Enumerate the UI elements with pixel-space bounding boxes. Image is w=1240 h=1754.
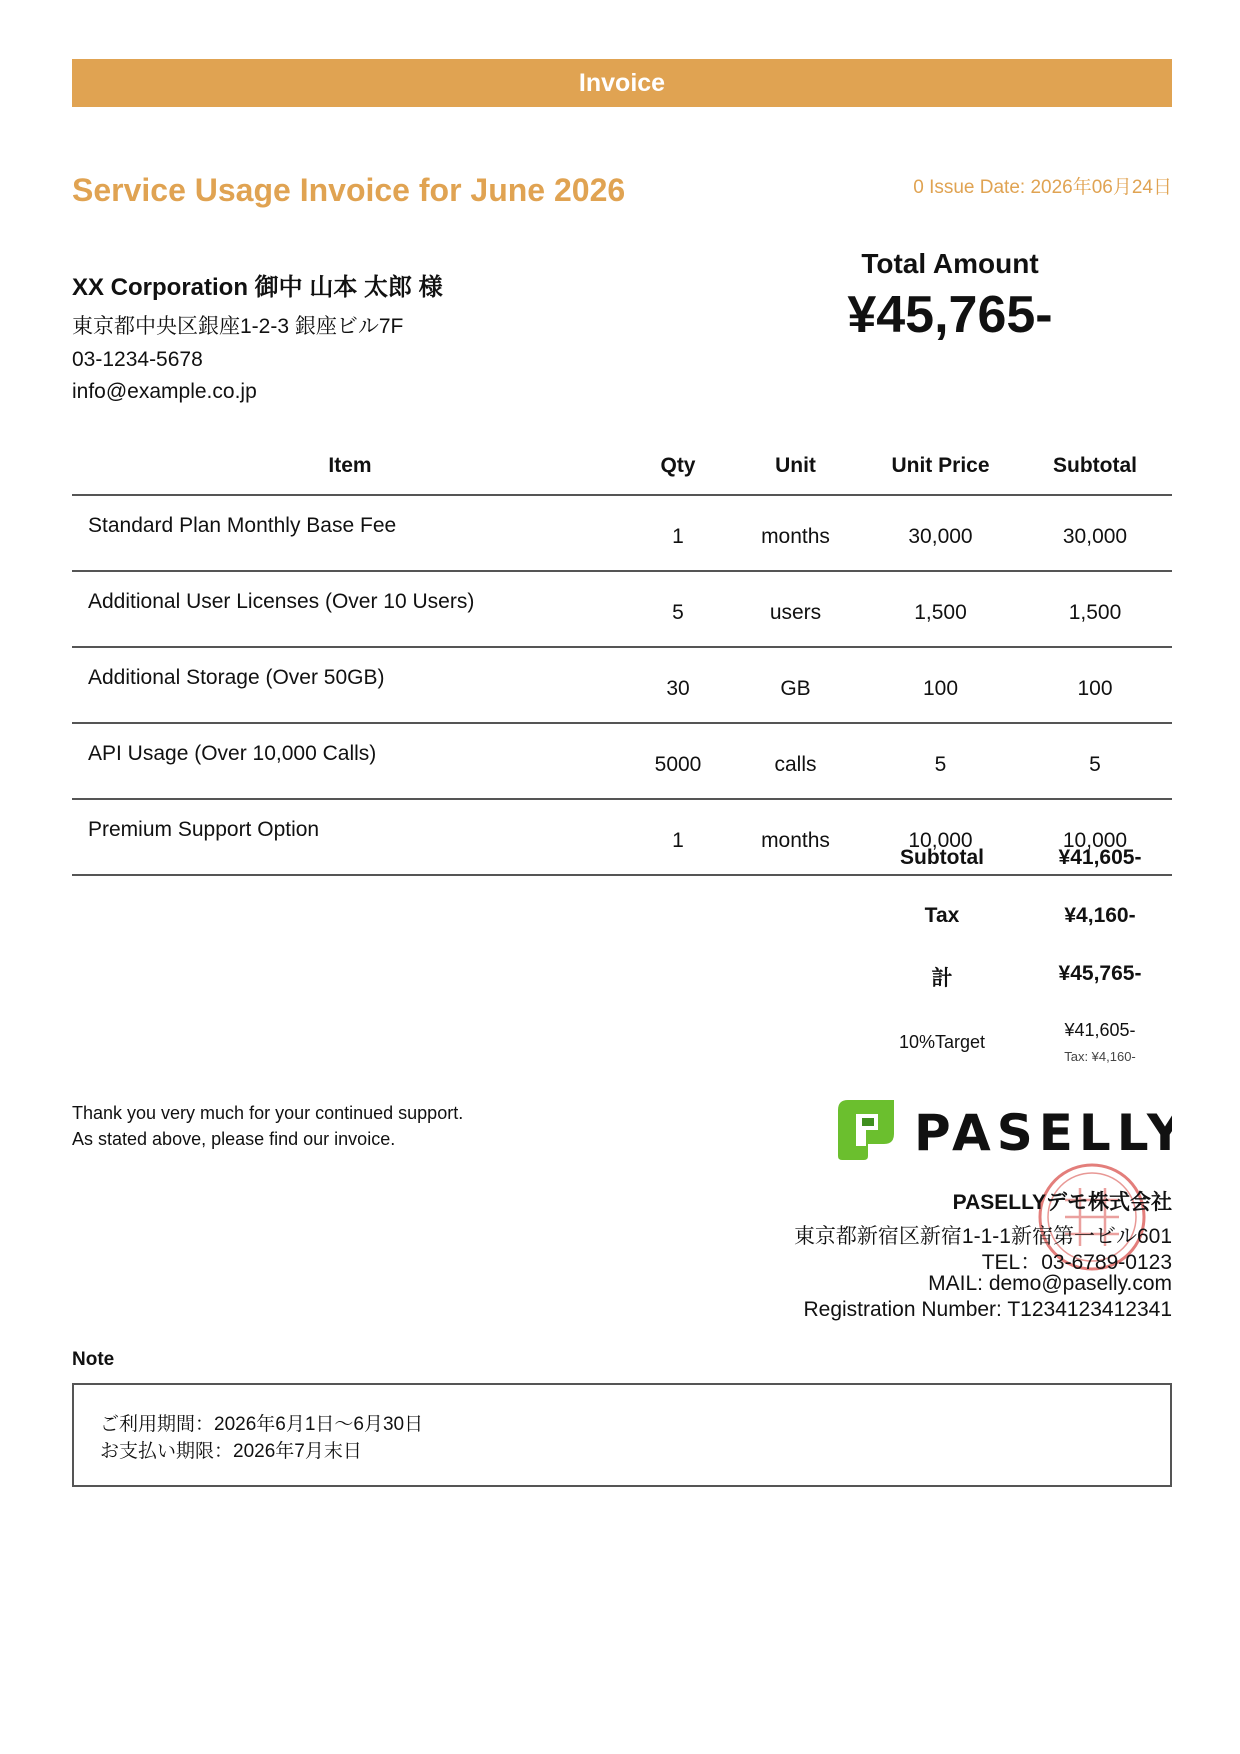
column-header-subtotal: Subtotal xyxy=(1018,437,1172,495)
company-tel: TEL：03-6789-0123 xyxy=(981,1251,1172,1274)
invoice-title: Service Usage Invoice for June 2026 xyxy=(72,172,626,208)
item-unit-price: 1,500 xyxy=(863,571,1018,647)
item-qty: 5 xyxy=(628,571,728,647)
item-unit: GB xyxy=(728,647,863,723)
item-subtotal: 5 xyxy=(1018,723,1172,799)
note-box xyxy=(72,1383,1172,1487)
client-address: 東京都中央区銀座1-2-3 銀座ビル7F xyxy=(72,315,404,338)
subtotal-label: Subtotal xyxy=(900,846,984,869)
item-unit: users xyxy=(728,571,863,647)
tax-value: ¥4,160- xyxy=(1064,904,1136,927)
table-row xyxy=(72,495,1172,571)
note-label: Note xyxy=(72,1349,115,1370)
grand-total-label: 計 xyxy=(931,967,953,990)
table-row xyxy=(72,571,1172,647)
client-phone: 03-1234-5678 xyxy=(72,348,203,371)
table-row xyxy=(72,647,1172,723)
tax-label: Tax xyxy=(924,904,960,927)
note-line2: お支払い期限：2026年7月末日 xyxy=(100,1441,362,1462)
item-name: Additional Storage (Over 50GB) xyxy=(72,647,628,723)
item-qty: 5000 xyxy=(628,723,728,799)
logo-text: PASELLY xyxy=(914,1104,1172,1162)
company-registration: Registration Number: T1234123412341 xyxy=(803,1298,1172,1321)
table-header-row xyxy=(72,437,1172,495)
company-name-text: PASELLYデモ株式会社 xyxy=(952,1191,1172,1214)
column-header-unit-price: Unit Price xyxy=(863,437,1018,495)
column-header-item: Item xyxy=(72,437,628,495)
thanks-message-line1: Thank you very much for your continued support. xyxy=(72,1103,464,1123)
item-unit: months xyxy=(728,799,863,875)
logo-mark-icon xyxy=(838,1100,1172,1162)
column-header-qty: Qty xyxy=(628,437,728,495)
note-line1: ご利用期間：2026年6月1日～6月30日 xyxy=(100,1414,424,1435)
grand-total-value: ¥45,765- xyxy=(1058,962,1142,985)
document-banner: Invoice xyxy=(72,59,1172,107)
item-qty: 1 xyxy=(628,799,728,875)
company-name xyxy=(953,1186,1172,1216)
item-unit-price: 100 xyxy=(863,647,1018,723)
company-address: 東京都新宿区新宿1-1-1新宿第一ビル601 xyxy=(793,1225,1172,1248)
issue-date: 0 Issue Date: 2026年06月24日 xyxy=(913,177,1172,198)
item-qty: 30 xyxy=(628,647,728,723)
thanks-message-line2: As stated above, please find our invoice. xyxy=(72,1129,396,1149)
total-amount-value: ¥45,765- xyxy=(847,286,1053,344)
item-unit: calls xyxy=(728,723,863,799)
item-name: Additional User Licenses (Over 10 Users) xyxy=(72,571,628,647)
item-unit-price: 5 xyxy=(863,723,1018,799)
item-name: Standard Plan Monthly Base Fee xyxy=(72,495,628,571)
tax-target-label: 10%Target xyxy=(898,1032,986,1052)
item-subtotal: 1,500 xyxy=(1018,571,1172,647)
tax-target-tax: Tax: ¥4,160- xyxy=(1064,1049,1136,1064)
company-mail: MAIL: demo@paselly.com xyxy=(928,1272,1172,1295)
item-subtotal: 100 xyxy=(1018,647,1172,723)
item-unit: months xyxy=(728,495,863,571)
company-logo xyxy=(838,1100,1172,1162)
client-name: XX Corporation 御中 山本 太郎 様 xyxy=(72,274,443,301)
item-unit-price: 30,000 xyxy=(863,495,1018,571)
item-name: Premium Support Option xyxy=(72,799,628,875)
item-unit-price: 10,000 xyxy=(863,799,1018,875)
total-amount-label: Total Amount xyxy=(861,248,1039,279)
item-qty: 1 xyxy=(628,495,728,571)
client-email: info@example.co.jp xyxy=(72,380,257,403)
item-name: API Usage (Over 10,000 Calls) xyxy=(72,723,628,799)
item-subtotal: 30,000 xyxy=(1018,495,1172,571)
column-header-unit: Unit xyxy=(728,437,863,495)
item-subtotal: 10,000 xyxy=(1018,799,1172,875)
subtotal-value: ¥41,605- xyxy=(1058,846,1142,869)
invoice-items-table xyxy=(72,437,1172,876)
table-row xyxy=(72,723,1172,799)
tax-target-value: ¥41,605- xyxy=(1064,1020,1136,1040)
